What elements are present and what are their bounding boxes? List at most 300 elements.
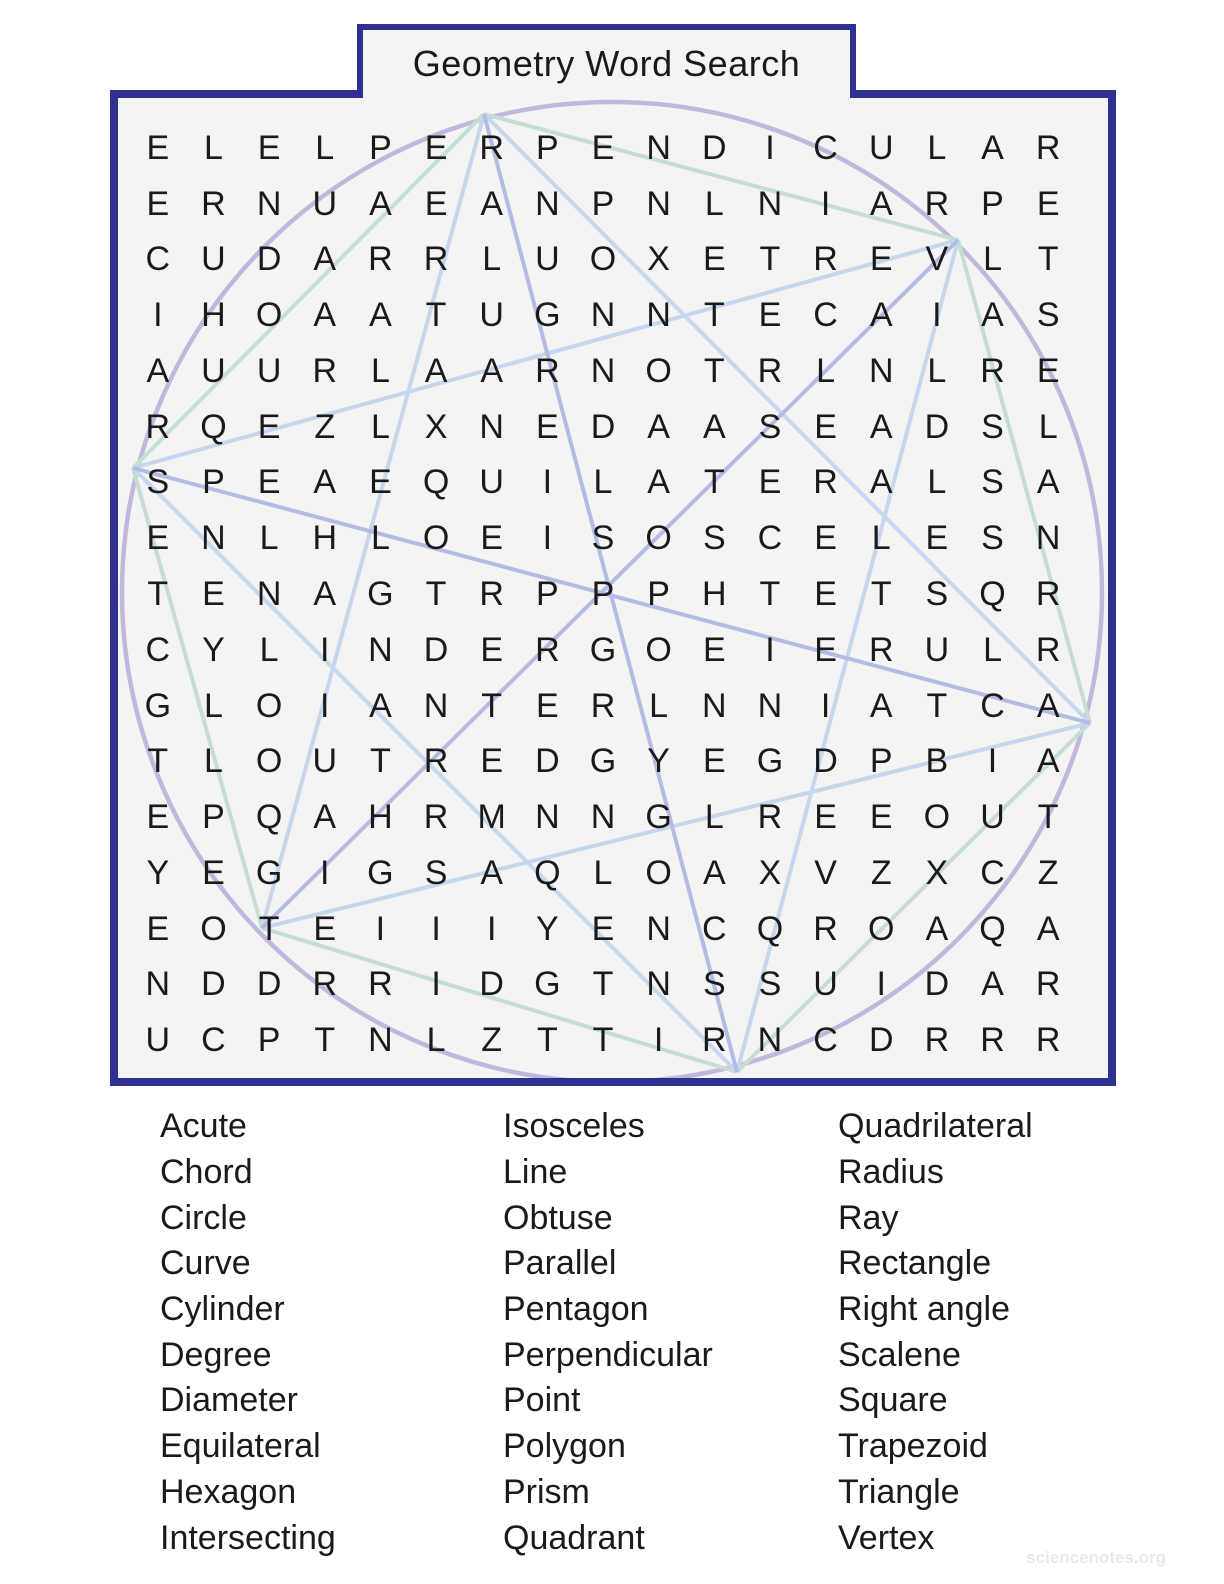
grid-letter: I <box>486 909 497 948</box>
grid-letter: D <box>702 128 727 167</box>
grid-letter: D <box>423 630 449 669</box>
grid-letter: P <box>202 463 225 502</box>
grid-letter: T <box>926 686 948 725</box>
word-list-item: Ray <box>838 1198 899 1237</box>
word-column <box>503 1104 713 1561</box>
word-list-item: Triangle <box>838 1472 960 1511</box>
grid-letter: C <box>757 519 783 558</box>
grid-letter: A <box>981 965 1004 1004</box>
grid-letter: T <box>703 296 725 335</box>
grid-letter: E <box>202 574 225 613</box>
grid-letter: U <box>201 351 226 390</box>
grid-letter: R <box>813 240 838 279</box>
grid-letter: E <box>313 909 337 948</box>
grid-letter: R <box>1035 128 1061 167</box>
word-list-item: Perpendicular <box>503 1335 713 1374</box>
word-list-item: Circle <box>160 1198 247 1237</box>
grid-letter: R <box>423 742 449 781</box>
grid-letter: E <box>146 909 170 948</box>
puzzle-box <box>110 90 1116 1086</box>
grid-letter: E <box>814 519 837 558</box>
grid-letter: A <box>702 853 726 892</box>
grid-letter: S <box>981 463 1004 502</box>
grid-letter: G <box>589 630 617 669</box>
grid-letter: L <box>370 351 390 390</box>
grid-letter: S <box>591 519 615 558</box>
grid-letter: R <box>368 240 393 279</box>
grid-letter: A <box>1036 463 1060 502</box>
grid-letter: C <box>813 1021 838 1060</box>
grid-letter: A <box>480 351 504 390</box>
grid-letter: X <box>424 407 448 446</box>
grid-letter: Y <box>536 909 559 948</box>
grid-letter: T <box>481 686 503 725</box>
grid-letter: N <box>646 296 671 335</box>
grid-letter: P <box>257 1021 281 1060</box>
grid-letter: N <box>868 351 894 390</box>
grid-letter: D <box>813 742 838 781</box>
grid-letter: N <box>256 184 282 223</box>
grid-letter: A <box>869 686 893 725</box>
grid-letter: G <box>367 853 394 892</box>
grid-letter: R <box>1035 630 1061 669</box>
grid-letter: E <box>758 463 782 502</box>
grid-letter: Z <box>481 1021 503 1060</box>
letter-grid <box>130 120 1076 1068</box>
grid-letter: A <box>702 407 726 446</box>
grid-letter: I <box>375 909 386 948</box>
watermark-text: sciencenotes.org <box>1026 1548 1166 1567</box>
grid-letter: D <box>924 407 950 446</box>
grid-letter: E <box>814 798 837 837</box>
grid-letter: G <box>255 853 283 892</box>
grid-letter: L <box>259 630 279 669</box>
grid-letter: N <box>702 686 727 725</box>
grid-letter: E <box>424 128 448 167</box>
grid-letter: T <box>258 909 280 948</box>
word-list-item: Curve <box>160 1244 251 1283</box>
grid-letter: P <box>981 184 1004 223</box>
grid-letter: E <box>146 184 170 223</box>
grid-letter: C <box>980 853 1005 892</box>
grid-letter: C <box>145 630 171 669</box>
grid-letter: O <box>200 909 227 948</box>
grid-letter: L <box>204 128 223 167</box>
grid-letter: X <box>647 240 670 279</box>
grid-letter: R <box>924 1021 950 1060</box>
grid-letter: N <box>256 574 282 613</box>
grid-letter: T <box>870 574 892 613</box>
grid-letter: E <box>480 742 504 781</box>
grid-letter: A <box>869 463 893 502</box>
grid-letter: T <box>1037 240 1059 279</box>
grid-letter: S <box>702 965 726 1004</box>
grid-letter: A <box>313 240 337 279</box>
grid-letter: A <box>1036 909 1060 948</box>
grid-letter: A <box>869 296 893 335</box>
grid-letter: E <box>536 686 559 725</box>
grid-letter: S <box>424 853 448 892</box>
grid-letter: L <box>370 519 390 558</box>
grid-letter: Q <box>979 574 1006 613</box>
grid-letter: N <box>535 798 560 837</box>
word-list-item: Isosceles <box>503 1107 645 1146</box>
grid-letter: P <box>369 128 392 167</box>
grid-letter: N <box>368 1021 393 1060</box>
grid-letter: T <box>147 742 169 781</box>
grid-letter: U <box>980 798 1005 837</box>
grid-letter: S <box>146 463 170 502</box>
grid-letter: L <box>482 240 502 279</box>
grid-letter: I <box>320 853 330 892</box>
word-list-item: Equilateral <box>160 1427 321 1466</box>
word-list-item: Line <box>503 1153 568 1192</box>
grid-letter: O <box>255 296 283 335</box>
grid-letter: D <box>201 965 226 1004</box>
grid-letter: N <box>368 630 393 669</box>
grid-letter: E <box>1036 184 1060 223</box>
grid-letter: T <box>592 1021 614 1060</box>
grid-letter: A <box>369 686 392 725</box>
grid-letter: N <box>757 184 783 223</box>
word-list-item: Square <box>838 1381 948 1420</box>
grid-letter: T <box>1037 798 1059 837</box>
grid-letter: I <box>542 463 553 502</box>
grid-letter: N <box>535 184 560 223</box>
grid-letter: U <box>145 1021 171 1060</box>
grid-letter: R <box>702 1021 727 1060</box>
grid-letter: R <box>868 630 894 669</box>
grid-letter: B <box>925 742 949 781</box>
grid-letter: E <box>480 519 504 558</box>
grid-letter: O <box>255 742 283 781</box>
grid-letter: E <box>480 630 504 669</box>
grid-letter: A <box>480 184 504 223</box>
grid-letter: P <box>536 574 559 613</box>
grid-letter: N <box>646 909 671 948</box>
grid-letter: I <box>932 296 942 335</box>
word-list-item: Hexagon <box>160 1472 297 1511</box>
grid-letter: L <box>259 519 279 558</box>
grid-letter: P <box>591 574 615 613</box>
grid-letter: Q <box>979 909 1006 948</box>
grid-letter: E <box>814 574 837 613</box>
grid-letter: R <box>423 240 449 279</box>
grid-letter: U <box>535 240 560 279</box>
grid-letter: L <box>593 463 613 502</box>
grid-letter: H <box>312 519 338 558</box>
grid-letter: T <box>425 296 447 335</box>
grid-letter: N <box>757 1021 783 1060</box>
grid-letter: A <box>313 574 337 613</box>
grid-letter: C <box>201 1021 226 1060</box>
grid-letter: L <box>983 240 1002 279</box>
grid-letter: V <box>814 853 837 892</box>
grid-letter: L <box>927 351 947 390</box>
grid-letter: A <box>146 351 170 390</box>
grid-letter: E <box>257 407 281 446</box>
grid-letter: R <box>1035 574 1061 613</box>
word-list-item: Vertex <box>838 1518 935 1557</box>
grid-letter: A <box>869 407 893 446</box>
word-list-item: Cylinder <box>160 1290 285 1329</box>
grid-letter: A <box>869 184 893 223</box>
grid-letter: T <box>703 351 725 390</box>
grid-letter: L <box>983 630 1002 669</box>
grid-letter: N <box>757 686 783 725</box>
grid-letter: L <box>370 407 390 446</box>
grid-letter: C <box>813 296 838 335</box>
grid-letter: E <box>146 519 170 558</box>
grid-letter: G <box>534 965 561 1004</box>
grid-letter: N <box>590 296 616 335</box>
grid-letter: L <box>204 742 223 781</box>
grid-letter: G <box>645 798 672 837</box>
grid-letter: R <box>1035 1021 1061 1060</box>
grid-letter: Q <box>756 909 784 948</box>
grid-letter: L <box>816 351 836 390</box>
grid-letter: U <box>312 184 338 223</box>
grid-letter: O <box>589 240 617 279</box>
grid-letter: E <box>758 296 782 335</box>
grid-letter: I <box>320 686 330 725</box>
page-title: Geometry Word Search <box>412 43 801 84</box>
word-list-item: Polygon <box>503 1427 626 1466</box>
grid-letter: A <box>313 798 337 837</box>
grid-letter: L <box>204 686 223 725</box>
grid-letter: L <box>315 128 335 167</box>
word-list-item: Degree <box>160 1335 272 1374</box>
grid-letter: L <box>871 519 891 558</box>
grid-letter: T <box>759 240 781 279</box>
word-list-item: Prism <box>503 1472 590 1511</box>
grid-letter: T <box>592 965 614 1004</box>
grid-letter: C <box>145 240 171 279</box>
grid-letter: Y <box>647 742 670 781</box>
grid-letter: G <box>144 686 172 725</box>
grid-letter: S <box>758 407 782 446</box>
grid-letter: A <box>313 463 337 502</box>
grid-letter: E <box>702 240 726 279</box>
grid-letter: U <box>479 463 504 502</box>
grid-letter: R <box>757 798 783 837</box>
grid-letter: N <box>590 351 616 390</box>
grid-letter: O <box>645 519 672 558</box>
grid-letter: E <box>869 240 893 279</box>
grid-letter: S <box>981 519 1004 558</box>
word-list-item: Acute <box>160 1107 247 1146</box>
word-list-item: Quadrant <box>503 1518 645 1557</box>
grid-letter: A <box>480 853 504 892</box>
word-list-item: Rectangle <box>838 1244 992 1283</box>
grid-letter: R <box>479 128 504 167</box>
grid-letter: E <box>869 798 893 837</box>
grid-letter: U <box>813 965 838 1004</box>
word-list-item: Obtuse <box>503 1198 613 1237</box>
grid-letter: R <box>980 351 1005 390</box>
word-list-item: Point <box>503 1381 581 1420</box>
grid-letter: G <box>589 742 617 781</box>
grid-letter: S <box>981 407 1004 446</box>
grid-letter: P <box>536 128 559 167</box>
grid-letter: X <box>758 853 782 892</box>
grid-letter: O <box>868 909 895 948</box>
grid-letter: I <box>431 909 441 948</box>
grid-letter: Q <box>200 407 227 446</box>
grid-letter: P <box>647 574 670 613</box>
grid-letter: O <box>923 798 951 837</box>
grid-letter: N <box>479 407 504 446</box>
grid-letter: G <box>534 296 561 335</box>
grid-letter: E <box>925 519 949 558</box>
grid-letter: S <box>1036 296 1060 335</box>
grid-letter: R <box>813 909 838 948</box>
grid-letter: E <box>814 407 837 446</box>
grid-letter: I <box>765 128 775 167</box>
grid-letter: U <box>479 296 504 335</box>
grid-letter: R <box>312 965 338 1004</box>
grid-letter: L <box>927 463 947 502</box>
grid-letter: R <box>535 630 560 669</box>
grid-letter: D <box>535 742 560 781</box>
word-column <box>160 1104 336 1561</box>
grid-letter: I <box>431 965 441 1004</box>
grid-letter: E <box>202 853 225 892</box>
grid-letter: R <box>368 965 393 1004</box>
grid-letter: R <box>312 351 338 390</box>
grid-letter: A <box>981 296 1004 335</box>
word-list-item: Pentagon <box>503 1290 649 1329</box>
grid-letter: S <box>758 965 782 1004</box>
grid-letter: A <box>647 407 670 446</box>
grid-letter: A <box>424 351 448 390</box>
grid-letter: O <box>645 853 672 892</box>
title-box <box>357 24 856 98</box>
grid-letter: R <box>535 351 560 390</box>
grid-letter: T <box>147 574 169 613</box>
grid-letter: Z <box>314 407 336 446</box>
grid-letter: N <box>590 798 616 837</box>
grid-letter: Z <box>1037 853 1059 892</box>
grid-letter: E <box>369 463 392 502</box>
grid-letter: T <box>370 742 391 781</box>
grid-letter: C <box>980 686 1005 725</box>
grid-letter: I <box>820 184 831 223</box>
grid-letter: R <box>757 351 783 390</box>
grid-letter: Y <box>146 853 170 892</box>
grid-letter: I <box>653 1021 664 1060</box>
grid-letter: H <box>702 574 727 613</box>
grid-letter: E <box>257 463 281 502</box>
grid-letter: C <box>813 128 838 167</box>
grid-letter: N <box>201 519 226 558</box>
grid-letter: I <box>542 519 553 558</box>
grid-letter: I <box>765 630 775 669</box>
grid-letter: N <box>1035 519 1061 558</box>
grid-letter: I <box>820 686 831 725</box>
grid-letter: U <box>312 742 338 781</box>
grid-letter: P <box>869 742 893 781</box>
grid-letter: Z <box>870 853 892 892</box>
grid-letter: D <box>479 965 504 1004</box>
word-list-item: Quadrilateral <box>838 1107 1033 1146</box>
grid-letter: E <box>591 909 615 948</box>
grid-letter: T <box>314 1021 336 1060</box>
grid-letter: D <box>256 965 282 1004</box>
grid-letter: E <box>146 128 170 167</box>
grid-letter: E <box>702 742 726 781</box>
grid-letter: N <box>423 686 449 725</box>
grid-letter: A <box>313 296 337 335</box>
grid-letter: T <box>703 463 725 502</box>
grid-letter: A <box>647 463 670 502</box>
grid-letter: S <box>702 519 726 558</box>
grid-letter: L <box>704 184 724 223</box>
grid-letter: H <box>368 798 393 837</box>
grid-letter: T <box>536 1021 558 1060</box>
grid-letter: D <box>256 240 282 279</box>
grid-letter: R <box>980 1021 1005 1060</box>
grid-letter: C <box>702 909 727 948</box>
grid-letter: U <box>201 240 226 279</box>
word-list-item: Scalene <box>838 1335 961 1374</box>
grid-letter: U <box>868 128 894 167</box>
grid-letter: L <box>593 853 613 892</box>
grid-letter: P <box>202 798 225 837</box>
grid-letter: D <box>868 1021 894 1060</box>
grid-letter: E <box>146 798 170 837</box>
grid-letter: P <box>591 184 615 223</box>
grid-letter: I <box>153 296 163 335</box>
grid-letter: A <box>369 184 392 223</box>
grid-letter: Q <box>422 463 450 502</box>
grid-letter: H <box>201 296 226 335</box>
grid-letter: T <box>425 574 447 613</box>
word-list-item: Intersecting <box>160 1518 336 1557</box>
grid-letter: O <box>422 519 450 558</box>
grid-letter: E <box>591 128 615 167</box>
grid-letter: U <box>256 351 282 390</box>
grid-letter: G <box>367 574 394 613</box>
grid-letter: V <box>925 240 949 279</box>
grid-letter: R <box>924 184 950 223</box>
grid-letter: R <box>590 686 616 725</box>
grid-letter: I <box>987 742 998 781</box>
grid-letter: M <box>477 798 506 837</box>
grid-letter: E <box>424 184 448 223</box>
grid-letter: O <box>255 686 283 725</box>
word-column <box>838 1104 1033 1561</box>
word-list-item: Diameter <box>160 1381 298 1420</box>
grid-letter: E <box>814 630 837 669</box>
grid-letter: L <box>704 798 724 837</box>
grid-letter: L <box>927 128 947 167</box>
grid-letter: A <box>1036 686 1060 725</box>
grid-letter: S <box>925 574 949 613</box>
grid-letter: R <box>145 407 171 446</box>
grid-letter: A <box>1036 742 1060 781</box>
grid-letter: U <box>924 630 950 669</box>
grid-letter: D <box>924 965 950 1004</box>
grid-letter: R <box>423 798 449 837</box>
grid-letter: R <box>479 574 504 613</box>
grid-letter: R <box>1035 965 1061 1004</box>
grid-letter: N <box>145 965 171 1004</box>
grid-letter: Q <box>534 853 561 892</box>
grid-letter: L <box>649 686 669 725</box>
grid-letter: L <box>426 1021 446 1060</box>
grid-letter: O <box>645 630 672 669</box>
